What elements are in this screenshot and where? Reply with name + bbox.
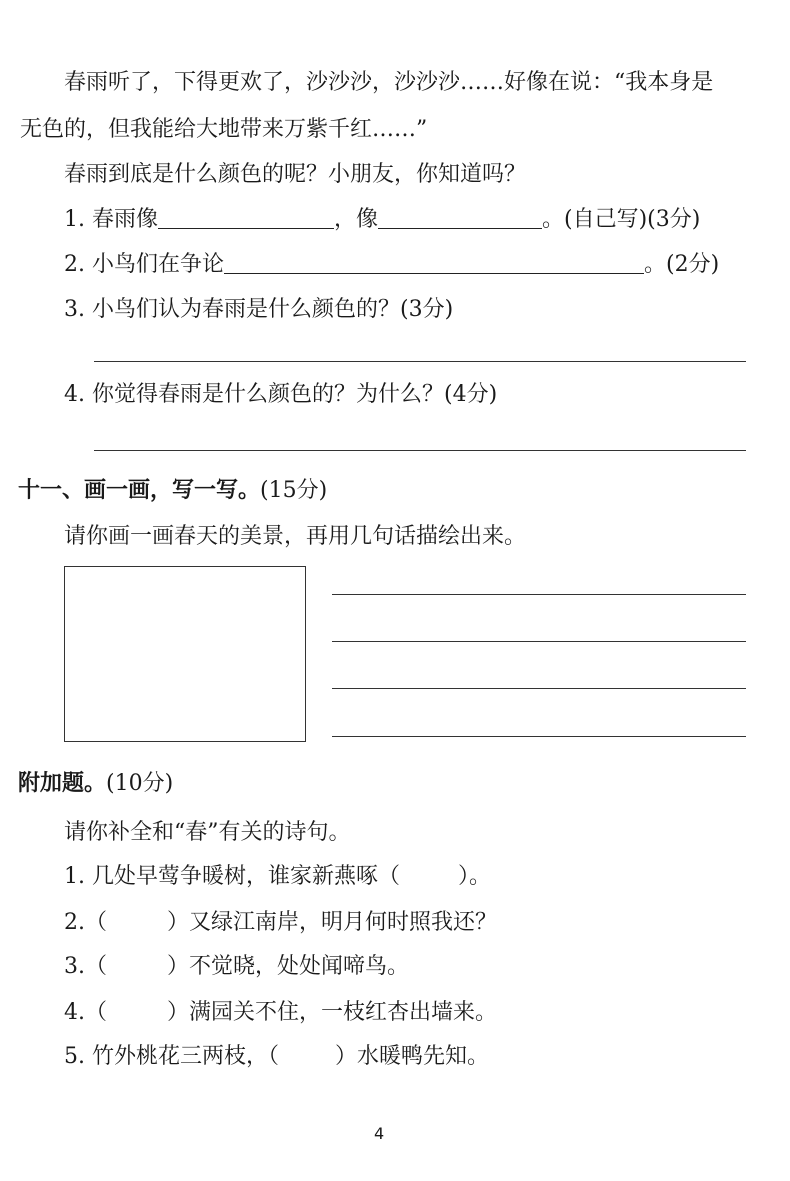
poem-item-after: ）水暖鸭先知。 [334,1044,489,1069]
poem-item-after: ）又绿江南岸，明月何时照我还？ [167,910,498,935]
section-11-title [18,475,327,506]
poem-item-after: ）满园关不住，一枝红杏出墙来。 [167,1000,498,1025]
poem-item-after: ）不觉晓，处处闻啼鸟。 [167,954,410,979]
poem-item [64,908,497,938]
poem-item-after: ）。 [458,864,492,889]
writing-line-3[interactable] [332,688,746,689]
poem-item-before: 3.（ [64,954,107,979]
poem-item [64,862,491,892]
poem-item-before: 1. 几处早莺争暖树，谁家新燕啄（ [64,864,400,889]
drawing-box[interactable] [64,566,306,742]
writing-line-2[interactable] [332,641,746,642]
question-4: 4. 你觉得春雨是什么颜色的？为什么？(4分) [64,382,498,407]
page-number: 4 [374,1124,385,1143]
question-3: 3. 小鸟们认为春雨是什么颜色的？(3分) [64,297,454,322]
writing-line-1[interactable] [332,594,746,595]
poem-item-before: 2.（ [64,910,107,935]
poem-item [64,1042,489,1072]
poem-item [64,998,497,1028]
bonus-heading: 附加题。 [18,770,107,796]
story-line-1: 春雨听了，下得更欢了，沙沙沙，沙沙沙……好像在说：“我本身是 [64,70,714,95]
question-1-prefix: 1. 春雨像 [64,207,158,232]
section-11-instruction: 请你画一画春天的美景，再用几句话描绘出来。 [64,524,527,549]
question-1-answer-blank-1[interactable] [158,206,334,229]
bonus-title [18,768,173,799]
poem-item-before: 5. 竹外桃花三两枝，（ [64,1044,279,1069]
bonus-score: (10分) [106,771,174,796]
story-line-3: 春雨到底是什么颜色的呢？小朋友，你知道吗？ [64,162,527,187]
question-2-prefix: 2. 小鸟们在争论 [64,252,224,277]
poem-item-before: 4.（ [64,1000,107,1025]
question-3-answer-line[interactable] [94,361,746,362]
question-2-answer-blank[interactable] [224,251,644,274]
question-1-middle: ，像 [333,207,378,232]
question-1-answer-blank-2[interactable] [378,206,542,229]
writing-line-4[interactable] [332,736,746,737]
bonus-instruction: 请你补全和“春”有关的诗句。 [64,820,351,845]
poem-item [64,952,409,982]
story-line-2: 无色的，但我能给大地带来万紫千红……” [20,117,428,142]
section-11-score: (15分) [260,478,328,503]
question-2 [64,250,719,280]
section-11-heading: 十一、画一画，写一写。 [18,477,261,503]
question-1-suffix: 。(自己写)(3分) [542,207,701,232]
question-2-suffix: 。(2分) [643,252,720,277]
question-4-answer-line[interactable] [94,450,746,451]
question-1 [64,205,700,235]
